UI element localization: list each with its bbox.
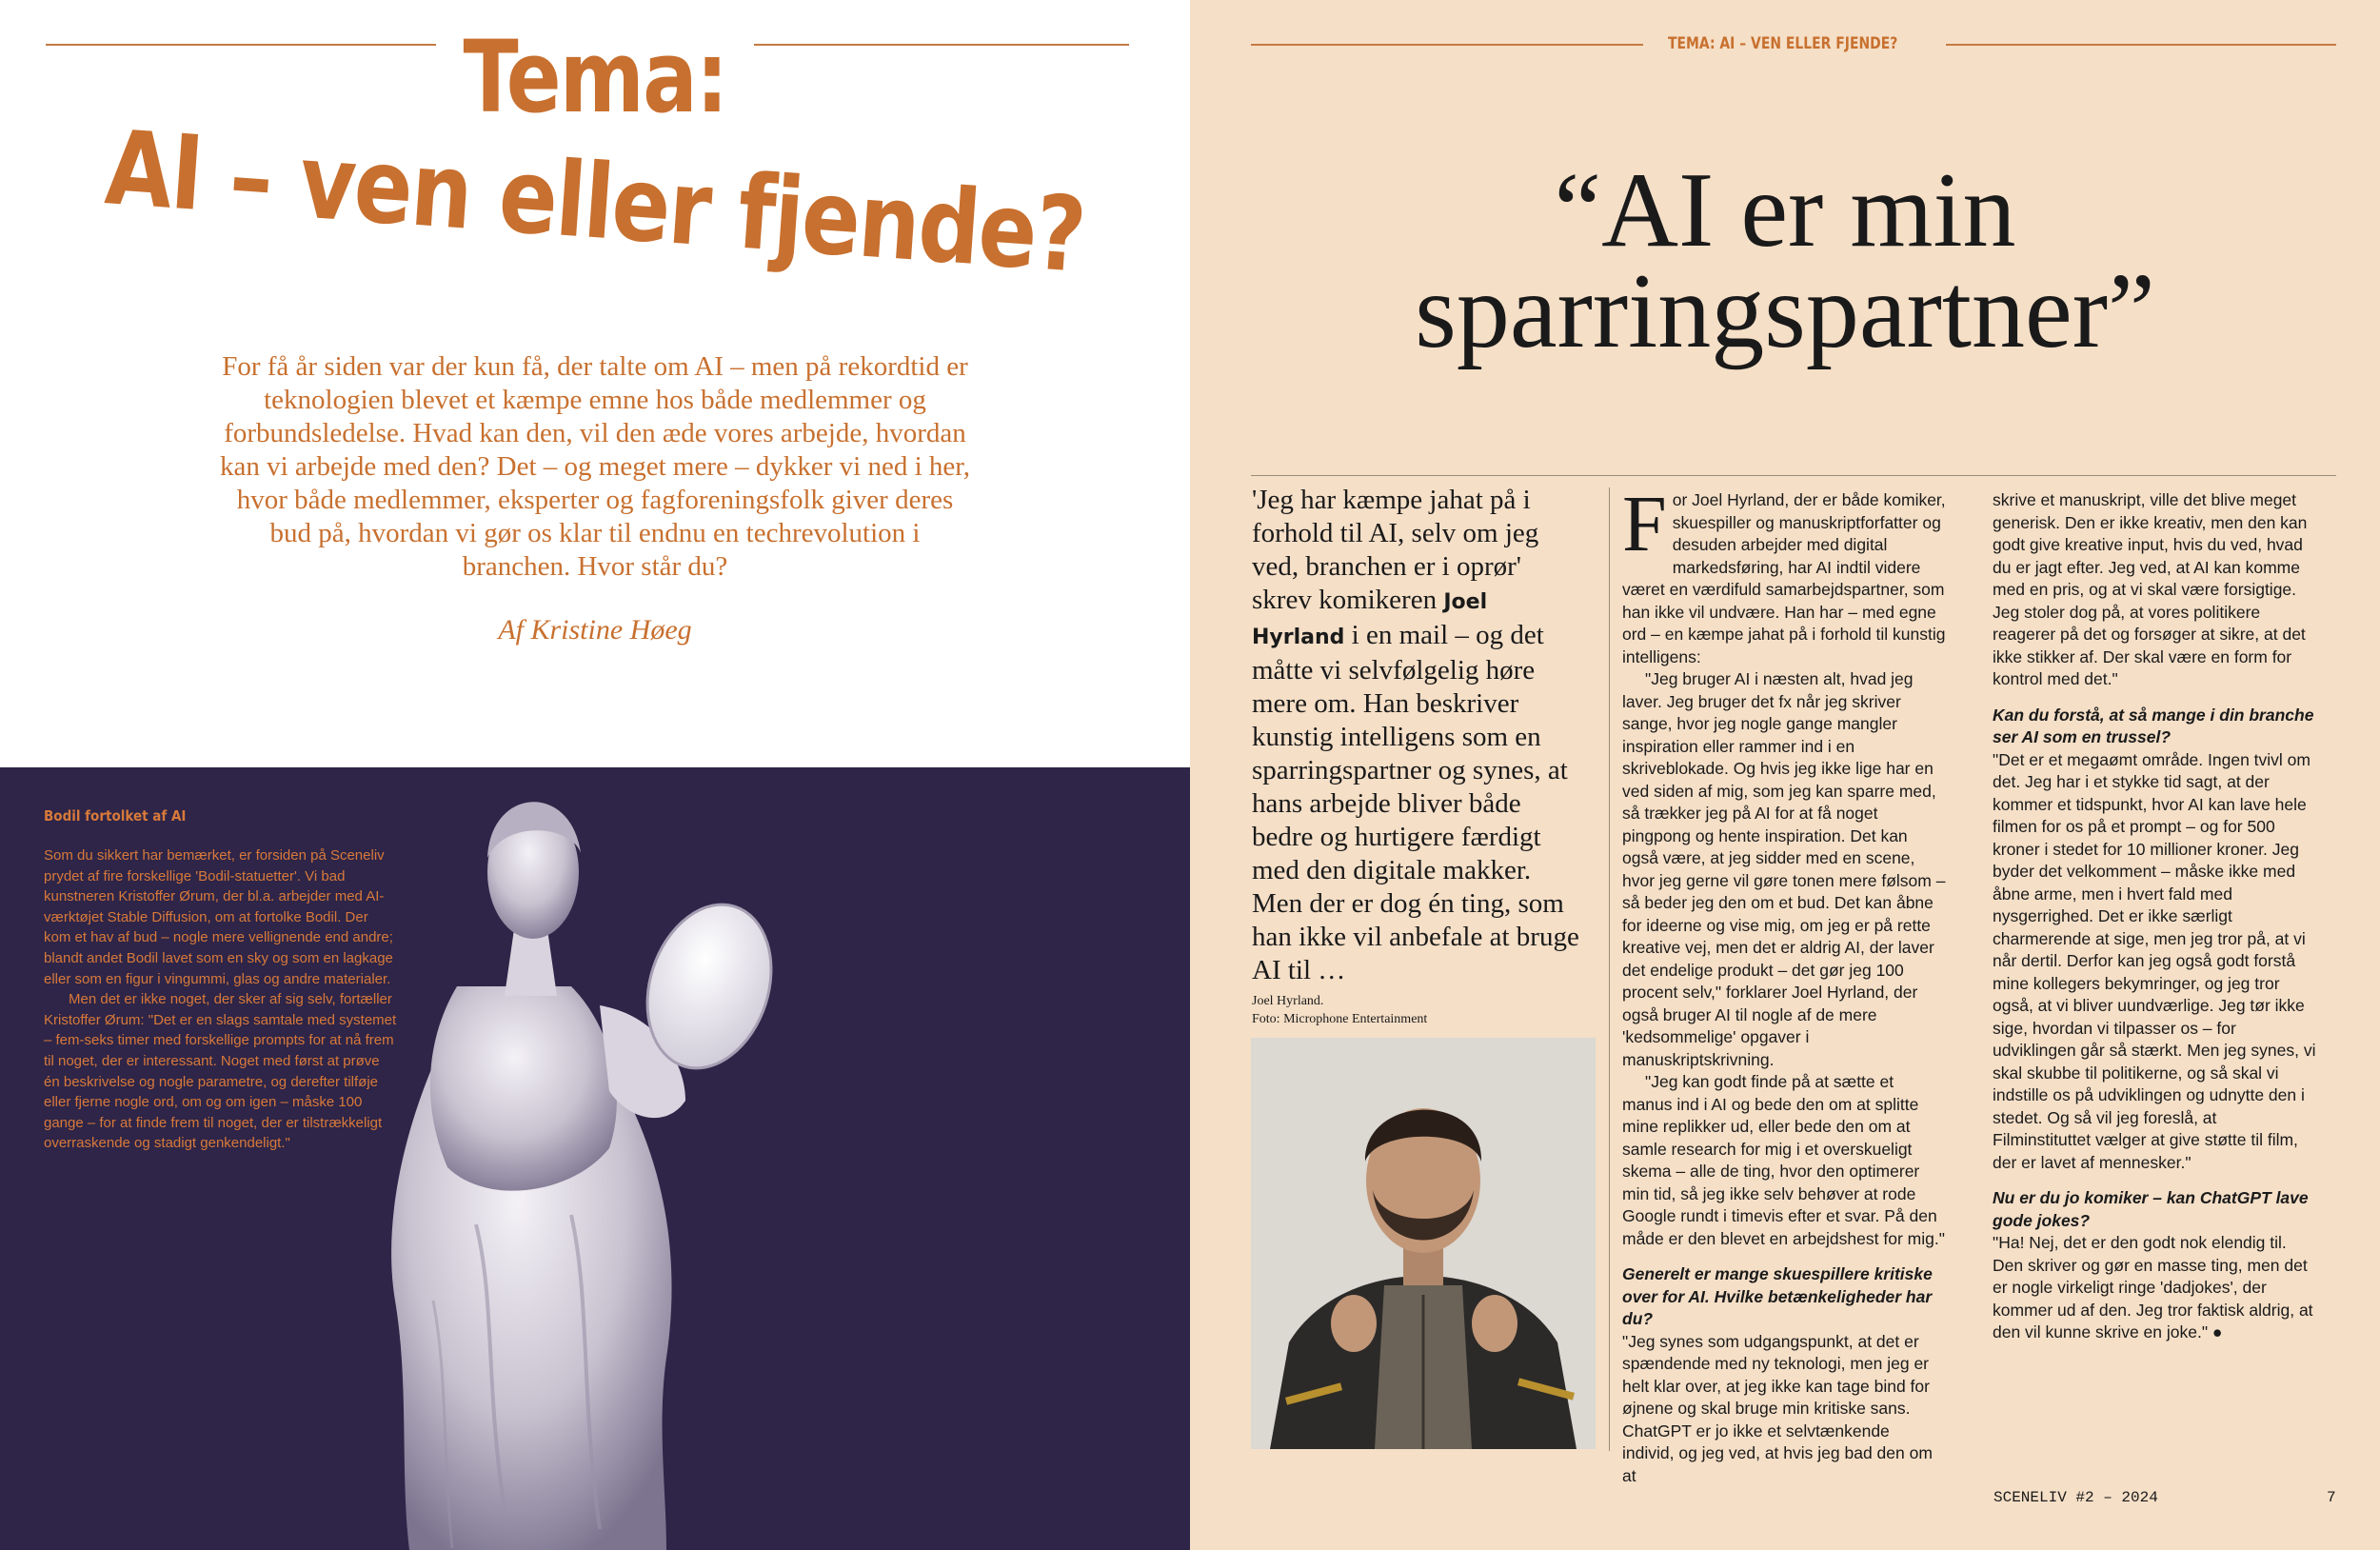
box-text bbox=[44, 845, 398, 1154]
caption-line-1: Joel Hyrland. bbox=[1252, 994, 1324, 1008]
col1-paragraph-4: "Jeg synes som udgangspunkt, at det er spændende med ny teknologi, men jeg er helt klar over, at jeg ikke kan tage bind for øjnene og skal bruge min kritiske sans. ChatGPT er jo ikke et selvtænkende individ, og jeg ved, at hvis jeg bad den om at bbox=[1622, 1331, 1933, 1485]
article-lede bbox=[1252, 484, 1587, 987]
lede-text-2: i en mail – og det måtte vi selvfølgelig høre mere om. Han beskriver kunstig intelligens som en sparringspartner og synes, at hans arbejde bliver både bedre og hurtigere færdigt med den digitale makker. Men der er dog én ting, som han ikke vil anbefale at bruge AI til … bbox=[1252, 620, 1579, 985]
intro-text: For få år siden var der kun få, der talte om AI – men på rekordtid er teknologien blevet et kæmpe emne hos både medlemmer og forbundsledelse. Hvad kan den, vil den æde vores arbejde, hvordan kan vi arbejde med den? Det – og meget mere – dykker vi ned i her, hvor både medlemmer, eksperter og fagforeningsfolk giver deres bud på, hvordan vi gør os klar til endnu en techrevolution i branchen. Hvor står du? bbox=[220, 351, 970, 582]
drop-cap: F bbox=[1622, 480, 1667, 568]
col2-paragraph-1: skrive et manuskript, ville det blive meget generisk. Den er ikke kreativ, men den kan godt give kreative input, hvis du ved, hvad du er jagt efter. Jeg ved, at AI kan komme med en pris, og at vi skal være forsigtige. Jeg stoler dog på, at vores politikere reagerer på det og forsøger at sikre, at det ikke stikker af. Der skal være en form for kontrol med det." bbox=[1993, 490, 2308, 688]
joel-hyrland-portrait bbox=[1251, 1038, 1596, 1449]
top-rule-right-b bbox=[1946, 44, 2336, 46]
col1-paragraph-1 bbox=[1622, 480, 1946, 668]
col2-paragraph-3: "Ha! Nej, det er den godt nok elendig til. Den skriver og gør en masse ting, men det er nogle virkeligt ringe 'dadjokes', der kommer ud af den. Jeg tror faktisk aldrig, at den vil kunne skrive en joke." ● bbox=[1993, 1233, 2313, 1341]
page-number: 7 bbox=[2327, 1489, 2336, 1506]
byline: Af Kristine Høeg bbox=[498, 614, 692, 646]
col1-paragraph-3: "Jeg kan godt finde på at sætte et manus ind i AI og bede den om at splitte mine replikker ud, eller bede den om at samle research for mig i et overskueligt skema – alle de ting, hvor den optimerer min tid, så jeg ikke selv behøver at rode Google rundt i timevis efter et svar. På den måde er den blevet en arbejdshest for mig." bbox=[1622, 1072, 1945, 1248]
section-kicker: TEMA: AI – VEN ELLER FJENDE? bbox=[1668, 34, 1898, 53]
interview-question-2: Kan du forstå, at så mange i din branche ser AI som en trussel? bbox=[1993, 705, 2314, 746]
col1-paragraph-2: "Jeg bruger AI i næsten alt, hvad jeg laver. Jeg bruger det fx når jeg skriver sange, hvor jeg nogle gange mangler inspiration eller rammer ind i en skriveblokade. Og hvis jeg ikke lige har en ved siden af mig, som jeg kan sparre med, så trækker jeg på AI for at få noget pingpong og hente inspiration. Det kan også være, at jeg sidder med en scene, hvor jeg gerne vil gøre tonen mere følsom – så beder jeg den om et bud. Det kan åbne for ideerne og vise mig, om jeg er på rette kreative vej, men det er aldrig AI, der laver det endelige produkt – det gør jeg 100 procent selv," forklarer Joel Hyrland, der også bruger AI til nogle af de mere 'kedsommelige' opgaver i manuskriptskrivning. bbox=[1622, 669, 1946, 1069]
article-column-2 bbox=[1993, 489, 2316, 1344]
box-paragraph-1: Som du sikkert har bemærket, er forsiden på Sceneliv prydet af fire forskellige 'Bodil-statuetter'. Vi bad kunstneren Kristoffer Ørum, der bl.a. arbejder med AI-værktøjet Stable Diffusion, om at fortolke Bodil. Der kom et hav af bud – nogle mere vellignende end andre; blandt andet Bodil lavet som en sky og som en lagkage eller som en figur i vingummi, glas og andre materialer. bbox=[44, 847, 393, 987]
footer-magazine-issue: SCENELIV #2 – 2024 bbox=[1993, 1489, 2158, 1506]
lede-name: Joel Hyrland bbox=[1252, 590, 1488, 649]
caption-line-2: Foto: Microphone Entertainment bbox=[1252, 1012, 1428, 1026]
lede-text-1: 'Jeg har kæmpe jahat på i forhold til AI, selv om jeg ved, branchen er i oprør' skrev komikeren bbox=[1252, 485, 1539, 615]
theme-title-line1: Tema: bbox=[463, 19, 727, 135]
interview-question-3: Nu er du jo komiker – kan ChatGPT lave gode jokes? bbox=[1993, 1188, 2309, 1230]
top-rule-right-a bbox=[1251, 44, 1643, 46]
box-title: Bodil fortolket af AI bbox=[44, 807, 187, 825]
column-divider bbox=[1609, 487, 1610, 1451]
article-column-1 bbox=[1622, 480, 1946, 1487]
article-headline: “AI er min sparringspartner” bbox=[1415, 151, 2155, 370]
photo-caption bbox=[1252, 992, 1427, 1028]
box-paragraph-2: Men det er ikke noget, der sker af sig selv, fortæller Kristoffer Ørum: "Det er en slags samtale med systemet – fem-seks timer med forskellige prompts for at nå frem til noget, der er interessant. Noget med først at prøve én beskrivelse og nogle parametre, og derefter tilføje eller fjerne nogle ord, om og om igen – måske 100 gange – for at finde frem til noget, der er tilstrækkeligt overraskende og stadigt genkendeligt." bbox=[44, 991, 397, 1152]
col2-paragraph-2: "Det er et megaømt område. Ingen tvivl om det. Jeg har i et stykke tid sagt, at der kommer et tidspunkt, hvor AI kan lave hele filmen for os på et prompt – og for 500 kroner i stedet for 10 millioner kroner. Jeg byder det velkomment – måske ikke med åbne arme, men i hvert fald med nysgerrighed. Det er ikke særligt charmerende at sige, men jeg tror på, at vi når dertil. Derfor kan jeg også godt forstå mine kollegers bekymringer, og jeg tror også, at vi bliver uundværlige. Jeg tør ikke sige, hvordan vi tilpasser os – for udviklingen går så stærkt. Men jeg synes, vi skal skubbe til politikerne, og så skal vi indstille os på udviklingen og udnytte den i stedet. Og så vil jeg foreslå, at Filminstituttet vælger at give støtte til film, der er lavet af mennesker." bbox=[1993, 749, 2316, 1172]
col1-text-1: or Joel Hyrland, der er både komiker, skuespiller og manuskriptforfatter og desuden arbejder med digital markedsføring, har AI indtil videre været en værdifuld samarbejdspartner, som han ikke vil undvære. Han har – med egne ord – en kæmpe jahat på i forhold til kunstig intelligens: bbox=[1622, 490, 1946, 666]
theme-title-line2: AI – ven eller fjende? bbox=[102, 109, 1088, 296]
headline-rule bbox=[1251, 475, 2336, 476]
interview-question-1: Generelt er mange skuespillere kritiske over for AI. Hvilke betænkeligheder har du? bbox=[1622, 1264, 1933, 1328]
